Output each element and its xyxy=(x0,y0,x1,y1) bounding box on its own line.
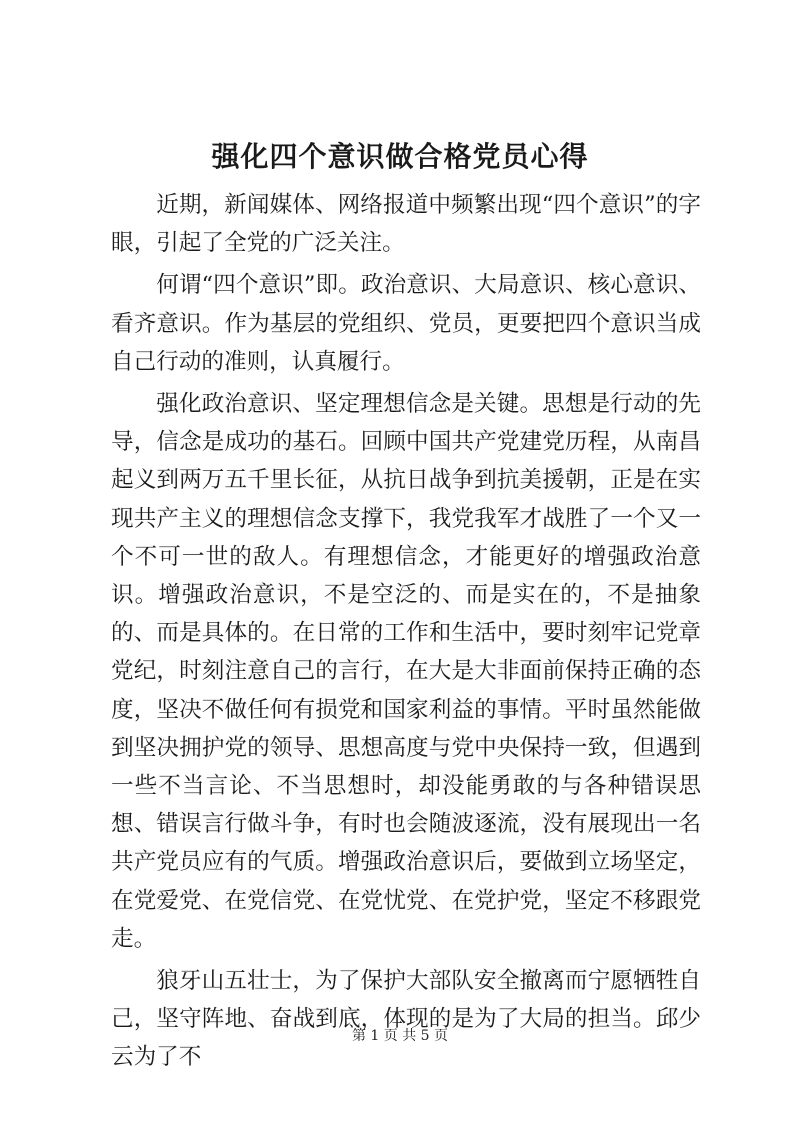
paragraph-2: 何谓“四个意识”即。政治意识、大局意识、核心意识、看齐意识。作为基层的党组织、党员，更要把四个意识当成自己行动的准则，认真履行。 xyxy=(111,272,701,375)
paragraph-4: 狼牙山五壮士，为了保护大部队安全撤离而宁愿牺牲自己，坚守阵地、奋战到底，体现的是为了大局的担当。邱少云为了不 xyxy=(111,968,701,1071)
document-title: 强化四个意识做合格党员心得 xyxy=(211,140,589,173)
paragraph-1: 近期，新闻媒体、网络报道中频繁出现“四个意识”的字眼，引起了全党的广泛关注。 xyxy=(111,192,701,257)
document-body xyxy=(111,186,701,1081)
paragraph-3: 强化政治意识、坚定理想信念是关键。思想是行动的先导，信念是成功的基石。回顾中国共产党建党历程，从南昌起义到两万五千里长征，从抗日战争到抗美援朝，正是在实现共产主义的理想信念支撑下，我党我军才战胜了一个又一个不可一世的敌人。有理想信念，才能更好的增强政治意识。增强政治意识，不是空泛的、而是实在的，不是抽象的、而是具体的。在日常的工作和生活中，要时刻牢记党章党纪，时刻注意自己的言行，在大是大非面前保持正确的态度，坚决不做任何有损党和国家利益的事情。平时虽然能做到坚决拥护党的领导、思想高度与党中央保持一致，但遇到一些不当言论、不当思想时，却没能勇敢的与各种错误思想、错误言行做斗争，有时也会随波逐流，没有展现出一名共产党员应有的气质。增强政治意识后，要做到立场坚定，在党爱党、在党信党、在党忧党、在党护党，坚定不移跟党走。 xyxy=(111,391,701,952)
page-number-footer: 第 1 页 共 5 页 xyxy=(351,1028,449,1044)
